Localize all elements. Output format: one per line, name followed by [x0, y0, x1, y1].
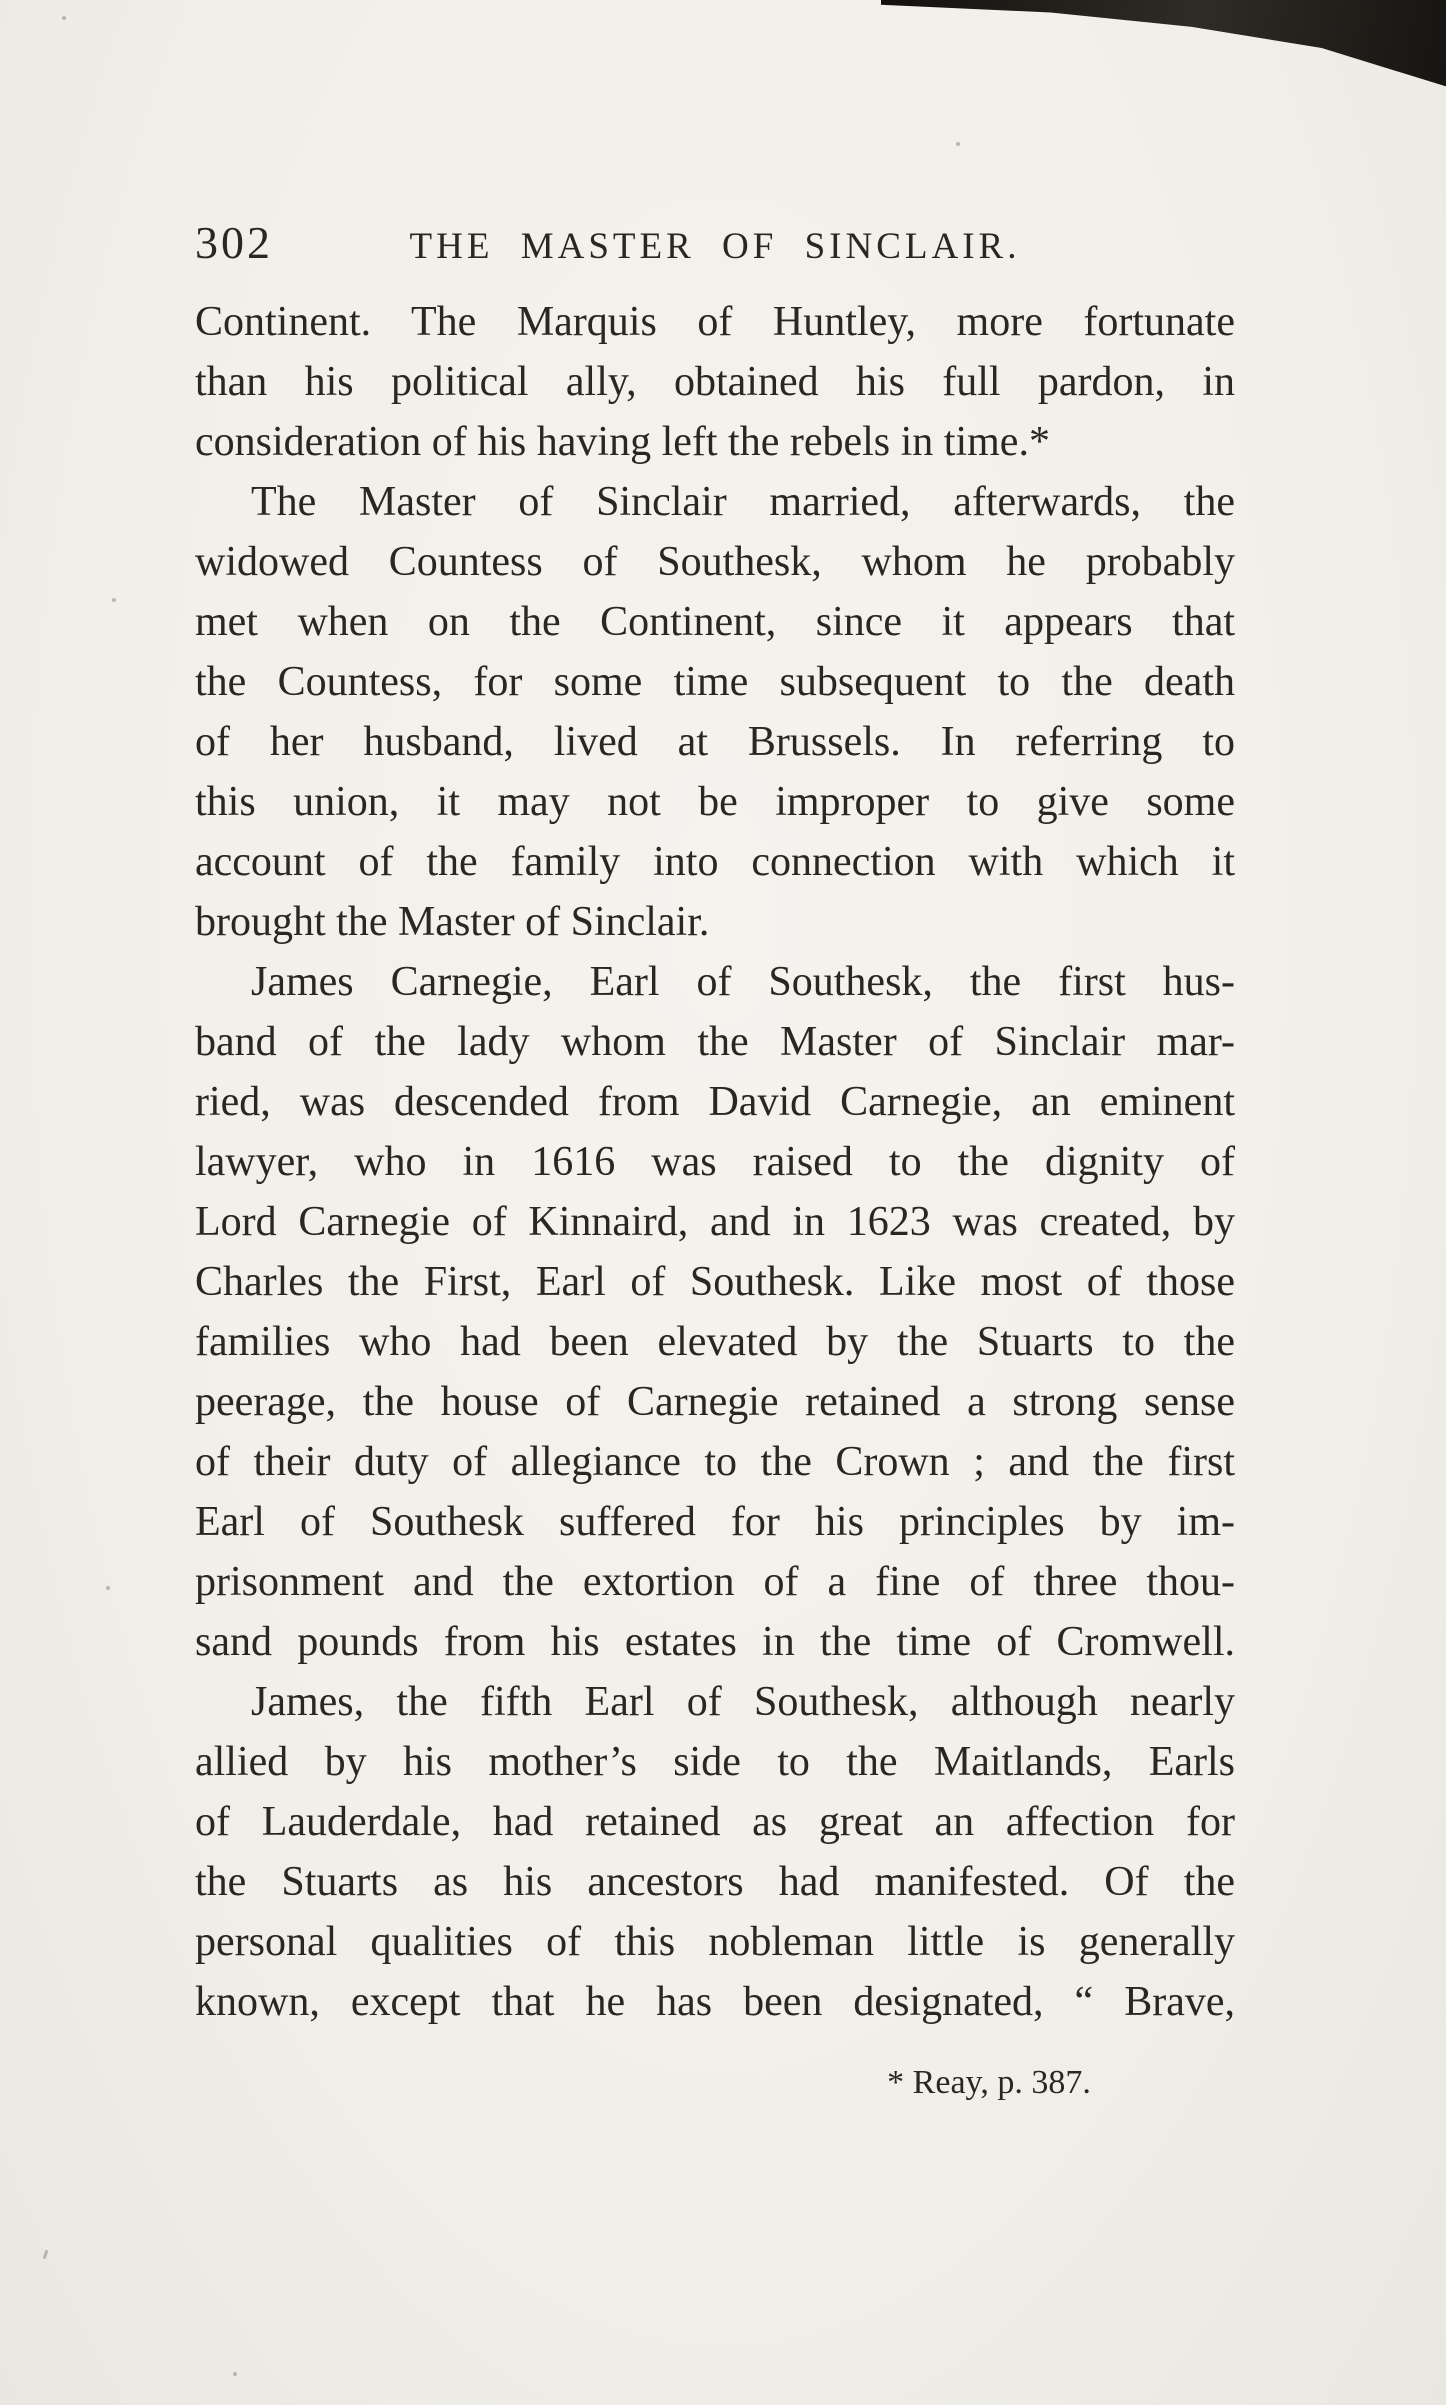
- text-line: [195, 1552, 1235, 1612]
- scan-speck: [43, 2250, 49, 2259]
- text-line: [195, 952, 1235, 1012]
- text-line: [195, 472, 1235, 532]
- text-line-content: widowed Countess of Southesk, whom he probably: [195, 539, 1235, 585]
- page-number: 302: [195, 217, 273, 268]
- paragraph: [195, 952, 1235, 1672]
- text-line: [195, 1492, 1235, 1552]
- text-line-content: the Stuarts as his ancestors had manifested. Of the: [195, 1859, 1235, 1905]
- text-line-content: James, the fifth Earl of Southesk, although nearly: [251, 1679, 1235, 1725]
- text-line-content: prisonment and the extortion of a fine of three thou-: [195, 1559, 1235, 1605]
- text-line: [195, 712, 1235, 772]
- footnote: * Reay, p. 387.: [887, 2064, 1091, 2101]
- paragraph: [195, 1672, 1235, 2032]
- text-line-content: families who had been elevated by the Stuarts to the: [195, 1319, 1235, 1365]
- text-line-content: the Countess, for some time subsequent to the death: [195, 659, 1235, 705]
- text-line-content: James Carnegie, Earl of Southesk, the first hus-: [251, 959, 1235, 1005]
- text-line: [195, 832, 1235, 892]
- text-line-content: Lord Carnegie of Kinnaird, and in 1623 was created, by: [195, 1199, 1235, 1245]
- scan-speck: [106, 1586, 110, 1590]
- text-line-content: allied by his mother’s side to the Maitlands, Earls: [195, 1739, 1235, 1785]
- text-line-content: Charles the First, Earl of Southesk. Like most of those: [195, 1259, 1235, 1305]
- text-line: [195, 1192, 1235, 1252]
- text-line: [195, 1612, 1235, 1672]
- text-line: [195, 652, 1235, 712]
- text-line-content: this union, it may not be improper to give some: [195, 779, 1235, 825]
- text-line: [195, 1012, 1235, 1072]
- text-line: [195, 1312, 1235, 1372]
- scan-speck: [112, 598, 116, 602]
- text-line: [195, 1672, 1235, 1732]
- text-line: [195, 1252, 1235, 1312]
- text-line: [195, 352, 1235, 412]
- page-corner-fold: [881, 0, 1446, 96]
- text-line: [195, 592, 1235, 652]
- text-line-content: lawyer, who in 1616 was raised to the dignity of: [195, 1139, 1235, 1185]
- text-line-content: known, except that he has been designated, “ Brave,: [195, 1979, 1235, 2025]
- text-line: [195, 532, 1235, 592]
- text-line: [195, 292, 1235, 352]
- page-header: [195, 218, 1235, 274]
- text-line-content: personal qualities of this nobleman little is generally: [195, 1919, 1235, 1965]
- text-line-content: account of the family into connection with which it: [195, 839, 1235, 885]
- text-line: [195, 1072, 1235, 1132]
- text-line: [195, 1912, 1235, 1972]
- text-line-content: band of the lady whom the Master of Sinclair mar-: [195, 1019, 1235, 1065]
- text-line: [195, 1792, 1235, 1852]
- text-line-content: The Master of Sinclair married, afterwards, the: [251, 479, 1235, 525]
- text-line: [195, 772, 1235, 832]
- body-text: [195, 292, 1235, 2032]
- text-line: [195, 892, 1235, 952]
- text-line: [195, 1732, 1235, 1792]
- text-line: [195, 1852, 1235, 1912]
- text-line-content: ried, was descended from David Carnegie, an eminent: [195, 1079, 1235, 1125]
- scan-speck: [956, 142, 960, 146]
- text-line-content: consideration of his having left the rebels in time.*: [195, 419, 1050, 465]
- text-line-content: of Lauderdale, had retained as great an affection for: [195, 1799, 1235, 1845]
- text-line-content: peerage, the house of Carnegie retained a strong sense: [195, 1379, 1235, 1425]
- text-line-content: met when on the Continent, since it appears that: [195, 599, 1235, 645]
- paragraph: [195, 292, 1235, 472]
- scan-speck: [62, 16, 66, 20]
- text-line: [195, 1132, 1235, 1192]
- running-title: THE MASTER OF SINCLAIR.: [409, 226, 1021, 267]
- text-line-content: Earl of Southesk suffered for his principles by im-: [195, 1499, 1235, 1545]
- text-line: [195, 1432, 1235, 1492]
- text-line-content: Continent. The Marquis of Huntley, more fortunate: [195, 299, 1235, 345]
- text-line-content: than his political ally, obtained his full pardon, in: [195, 359, 1235, 405]
- text-line-content: of her husband, lived at Brussels. In referring to: [195, 719, 1235, 765]
- text-line: [195, 412, 1235, 472]
- scan-speck: [233, 2372, 237, 2376]
- paragraph: [195, 472, 1235, 952]
- text-line: [195, 1372, 1235, 1432]
- text-line-content: brought the Master of Sinclair.: [195, 899, 710, 945]
- text-line-content: sand pounds from his estates in the time of Cromwell.: [195, 1619, 1235, 1665]
- text-line-content: of their duty of allegiance to the Crown ; and the first: [195, 1439, 1235, 1485]
- text-line: [195, 1972, 1235, 2032]
